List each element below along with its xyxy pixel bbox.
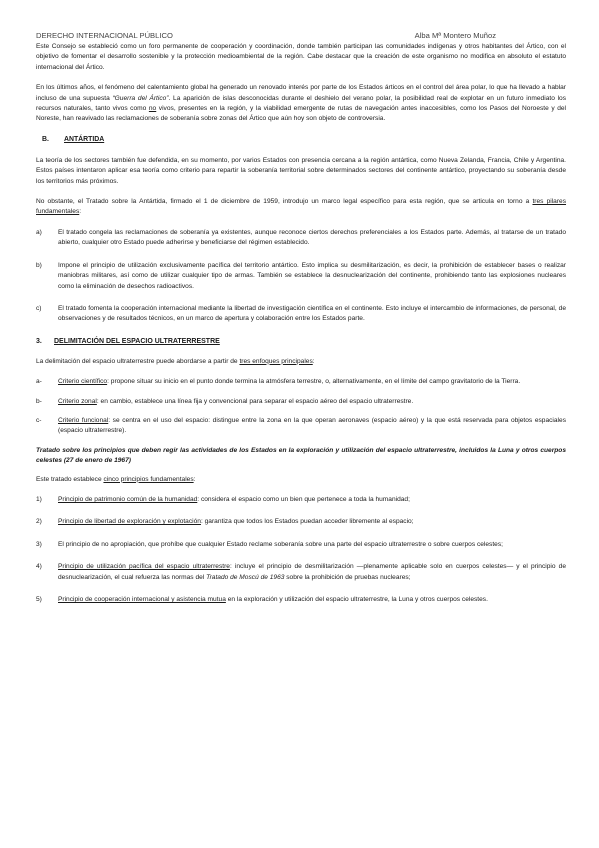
underlined-no: no <box>148 105 157 113</box>
paragraph-delimitation: La delimitación del espacio ultraterrestre puede abordarse a partir de tres enfoques principales: <box>36 357 315 365</box>
list-marker: a- <box>36 378 42 386</box>
pillars-list <box>36 228 566 325</box>
heading-title: ANTÁRTIDA <box>64 135 105 143</box>
list-item <box>36 261 566 292</box>
criterion-term: Criterio funcional <box>58 416 109 424</box>
header-subject: DERECHO INTERNACIONAL PÚBLICO <box>36 31 173 40</box>
page-header <box>36 30 566 42</box>
underlined-approaches: tres enfoques principales <box>239 357 313 365</box>
list-item <box>36 397 566 407</box>
list-item <box>36 495 566 505</box>
heading-letter: B. <box>42 135 49 143</box>
heading-espacio-ultraterrestre <box>36 337 566 347</box>
principle-name: Principio de cooperación internacional y asistencia mutua <box>58 596 226 603</box>
list-marker: b- <box>36 397 42 405</box>
approaches-list <box>36 377 566 437</box>
list-item <box>36 377 566 387</box>
underlined-principles: cinco principios fundamentales <box>103 475 194 483</box>
criterion-term: Criterio zonal <box>58 397 97 405</box>
list-item <box>36 562 566 583</box>
list-text: El principio de no apropiación, que prohíbe que cualquier Estado reclame soberanía sobre una parte del espacio ultraterrestre o sobre cuerpos celestes; <box>58 540 503 548</box>
list-marker: 1) <box>36 495 42 503</box>
principle-name: Principio de patrimonio común de la humanidad <box>58 495 198 503</box>
list-text: Criterio funcional: se centra en el uso del espacio: distingue entre la zona en la que operan aeronaves (espacio aéreo) y la que está reservada para objetos espaciales (espacio ultraterrestre). <box>58 416 566 435</box>
heading-title: DELIMITACIÓN DEL ESPACIO ULTRATERRESTRE <box>54 337 220 345</box>
list-item <box>36 540 566 550</box>
list-item <box>36 304 566 325</box>
list-text: Criterio zonal: en cambio, establece una línea fija y convencional para separar el espacio aéreo del espacio ultraterrestre. <box>58 397 414 405</box>
criterion-term: Criterio científico <box>58 378 108 386</box>
list-marker: 4) <box>36 563 42 571</box>
list-item <box>36 517 566 527</box>
list-marker: b) <box>36 261 42 269</box>
list-text: El tratado fomenta la cooperación internacional mediante la libertad de investigación científica en el continente. Esto incluye el intercambio de informaciones, de personal, de observaciones y de resultados técnicos, en un marco de apertura y colaboración entre los Estados parte. <box>58 304 566 323</box>
list-text: Principio de patrimonio común de la humanidad: considera el espacio como un bien que pertenece a toda la humanidad; <box>58 495 410 503</box>
list-marker: 2) <box>36 518 42 526</box>
underlined-pillars: tres pilares fundamentales <box>36 198 567 216</box>
heading-antartida <box>36 135 566 145</box>
list-marker: a) <box>36 228 42 236</box>
paragraph-sector-theory: La teoría de los sectores también fue defendida, en su momento, por varios Estados con presencia cercana a la región antártica, como Nueva Zelanda, Francia, Chile y Argentina. Estos países intentaron aplicar esa teoría como criterio para repartir la soberanía territorial sobre determinados sectores del continente antártico, proyectando su soberanía desde los territorios más próximos. <box>36 156 566 185</box>
principle-name: Principio de libertad de exploración y explotación <box>58 518 201 526</box>
list-text: Criterio científico: propone situar su inicio en el punto donde termina la atmósfera terrestre, o, alternativamente, en el límite del campo gravitatorio de la Tierra. <box>58 378 521 386</box>
emphasis-tratado-moscu: Tratado de Moscú de 1963 <box>206 573 285 581</box>
list-item <box>36 595 566 605</box>
list-text: Principio de cooperación internacional y asistencia mutua en la exploración y utilización del espacio ultraterrestre, la Luna y otros cuerpos celestes. <box>58 596 488 603</box>
principles-list <box>36 495 566 605</box>
principle-name: Principio de utilización pacífica del espacio ultraterrestre <box>58 563 230 571</box>
list-marker: 5) <box>36 596 42 603</box>
paragraph-principles-intro: Este tratado establece cinco principios fundamentales: <box>36 475 196 483</box>
list-text: Principio de utilización pacífica del espacio ultraterrestre: incluye el principio de desmilitarización —plenamente aplicable solo en cuerpos celestes— y el principio de desnuclearización, el cual refuerza las normas del Tratado de Moscú de 1963 sobre la prohibición de pruebas nucleares; <box>58 563 566 581</box>
list-text: Impone el principio de utilización exclusivamente pacífica del territorio antártico. Esto implica su desmilitarización, es decir, la prohibición de establecer bases o realizar maniobras militares, así como de utilizar cualquier tipo de armas. También se establece la desnuclearización del continente, prohibiendo tanto las explosiones nucleares como la eliminación de desechos radioactivos. <box>58 261 566 290</box>
paragraph-antarctic-treaty: No obstante, el Tratado sobre la Antártida, firmado el 1 de diciembre de 1959, introdujo un marco legal específico para esta región, que se articula en torno a tres pilares fundamentales: <box>36 198 567 216</box>
list-marker: c- <box>36 416 42 424</box>
document-page <box>36 30 566 617</box>
heading-number: 3. <box>36 337 42 345</box>
paragraph-global-warming: En los últimos años, el fenómeno del calentamiento global ha generado un renovado interés por parte de los Estados árticos en el control del área polar, lo que ha llevado a hablar incluso de una supuesta “Guerra del Ártico”. La aparición de islas desconocidas durante el deshielo del verano polar, la posibilidad real de explotar en un futuro inmediato los recursos naturales, tanto vivos como no vivos, presentes en la región, y la viabilidad emergente de rutas de navegación antes inaccesibles, como los Pasos del Noroeste y del Noreste, han reavivado las reclamaciones de soberanía sobre zonas del Ártico que aún hoy son objeto de controversia. <box>36 84 567 123</box>
header-author: Alba Mª Montero Muñoz <box>414 31 496 40</box>
treaty-title-note: Tratado sobre los principios que deben regir las actividades de los Estados en la exploración y utilización del espacio ultraterrestre, incluidos la Luna y otros cuerpos celestes (27 de enero de 1967) <box>36 446 566 465</box>
list-marker: 3) <box>36 540 42 548</box>
paragraph-arctic-council: Este Consejo se estableció como un foro permanente de cooperación y coordinación, donde también participan las comunidades indígenas y otros habitantes del Ártico, con el objetivo de fomentar el desarrollo sostenible y la protección medioambiental de la región. Cabe destacar que la creación de este organismo no modifica en absoluto el estatuto internacional del Ártico. <box>36 43 566 71</box>
emphasis-guerra-artico: “Guerra del Ártico” <box>112 94 169 102</box>
list-item <box>36 416 566 437</box>
list-item <box>36 228 566 249</box>
list-text: El tratado congela las reclamaciones de soberanía ya existentes, aunque reconoce ciertos derechos preferenciales a los Estados parte. Además, al tratarse de un tratado abierto, cualquier otro Estado puede adherirse y beneficiarse del régimen establecido. <box>58 228 566 247</box>
list-text: Principio de libertad de exploración y explotación: garantiza que todos los Estados puedan acceder libremente al espacio; <box>58 518 414 526</box>
list-marker: c) <box>36 304 42 312</box>
